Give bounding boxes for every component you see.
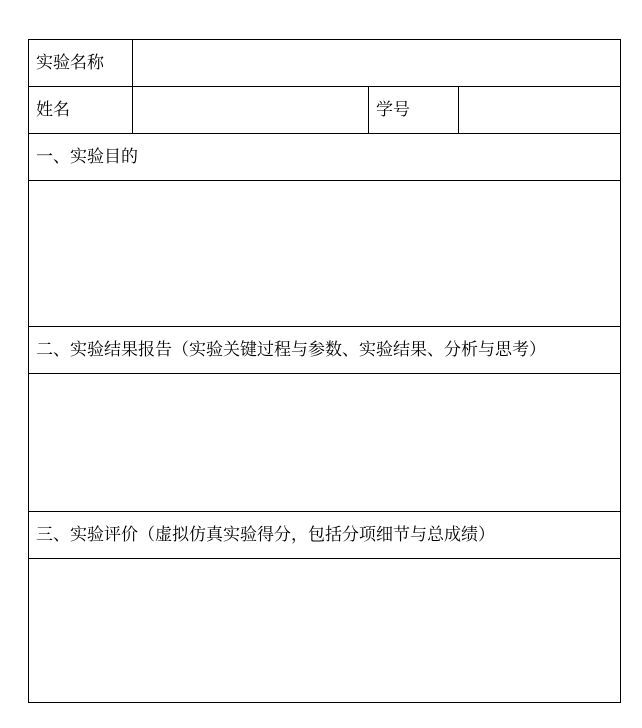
- section3-content-area[interactable]: [29, 559, 621, 703]
- section3-body-row: [29, 559, 621, 703]
- section2-header-row: [29, 327, 621, 374]
- experiment-name-field[interactable]: [133, 40, 621, 87]
- student-id-field[interactable]: [459, 87, 621, 134]
- section1-content-area[interactable]: [29, 181, 621, 327]
- section2-title: 二、实验结果报告（实验关键过程与参数、实验结果、分析与思考）: [29, 327, 621, 374]
- section1-title: 一、实验目的: [29, 134, 621, 181]
- experiment-report-form: [28, 39, 621, 703]
- section3-title: 三、实验评价（虚拟仿真实验得分，包括分项细节与总成绩）: [29, 512, 621, 559]
- student-name-label: 姓名: [29, 87, 133, 134]
- section3-header-row: [29, 512, 621, 559]
- experiment-name-row: [29, 40, 621, 87]
- section1-body-row: [29, 181, 621, 327]
- student-info-row: [29, 87, 621, 134]
- section1-header-row: [29, 134, 621, 181]
- section2-body-row: [29, 374, 621, 512]
- section2-content-area[interactable]: [29, 374, 621, 512]
- student-name-field[interactable]: [133, 87, 369, 134]
- experiment-name-label: 实验名称: [29, 40, 133, 87]
- student-id-label: 学号: [369, 87, 459, 134]
